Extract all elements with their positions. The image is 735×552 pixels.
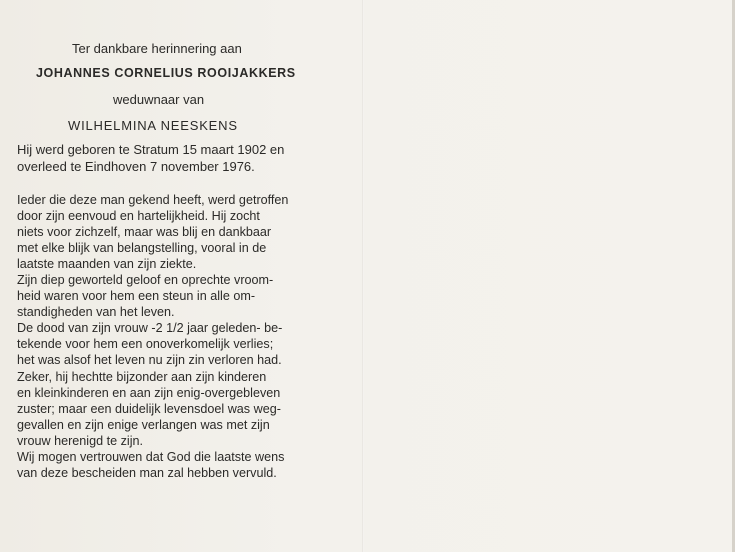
text-line: het was alsof het leven nu zijn zin verloren had. [17, 353, 282, 368]
text-line: van deze bescheiden man zal hebben vervuld. [17, 465, 277, 480]
text-line: met elke blijk van belangstelling, vooral in de [17, 241, 267, 256]
deceased-name: JOHANNES CORNELIUS ROOIJAKKERS [36, 66, 296, 80]
text-line: niets voor zichzelf, maar was blij en dankbaar [17, 225, 272, 240]
text-line: door zijn eenvoud en hartelijkheid. Hij zocht [17, 209, 260, 224]
relation-line: weduwnaar van [113, 92, 205, 107]
memorial-text [17, 192, 317, 481]
birth-line: Hij werd geboren te Stratum 15 maart 1902 en [17, 142, 285, 157]
death-line: overleed te Eindhoven 7 november 1976. [17, 159, 255, 174]
text-line: laatste maanden van zijn ziekte. [17, 257, 197, 272]
text-line: heid waren voor hem een steun in alle om- [17, 289, 256, 304]
text-line: en kleinkinderen en aan zijn enig-overgebleven [17, 385, 281, 400]
text-line: gevallen en zijn enige verlangen was met zijn [17, 417, 270, 432]
text-line: vrouw herenigd te zijn. [17, 433, 144, 448]
spouse-name: WILHELMINA NEESKENS [68, 118, 238, 133]
text-line: Wij mogen vertrouwen dat God die laatste wens [17, 449, 285, 464]
intro-line: Ter dankbare herinnering aan [72, 41, 242, 56]
text-line: Zeker, hij hechtte bijzonder aan zijn kinderen [17, 369, 267, 384]
text-line: zuster; maar een duidelijk levensdoel was weg- [17, 401, 281, 416]
card-fold [362, 0, 364, 552]
text-line: tekende voor hem een onoverkomelijk verlies; [17, 337, 274, 352]
text-line: Ieder die deze man gekend heeft, werd getroffen [17, 193, 289, 207]
text-line: Zijn diep geworteld geloof en oprechte vroom- [17, 273, 274, 288]
life-dates [17, 141, 317, 175]
text-line: standigheden van het leven. [17, 305, 175, 320]
text-line: De dood van zijn vrouw -2 1/2 jaar geleden- be- [17, 321, 283, 336]
